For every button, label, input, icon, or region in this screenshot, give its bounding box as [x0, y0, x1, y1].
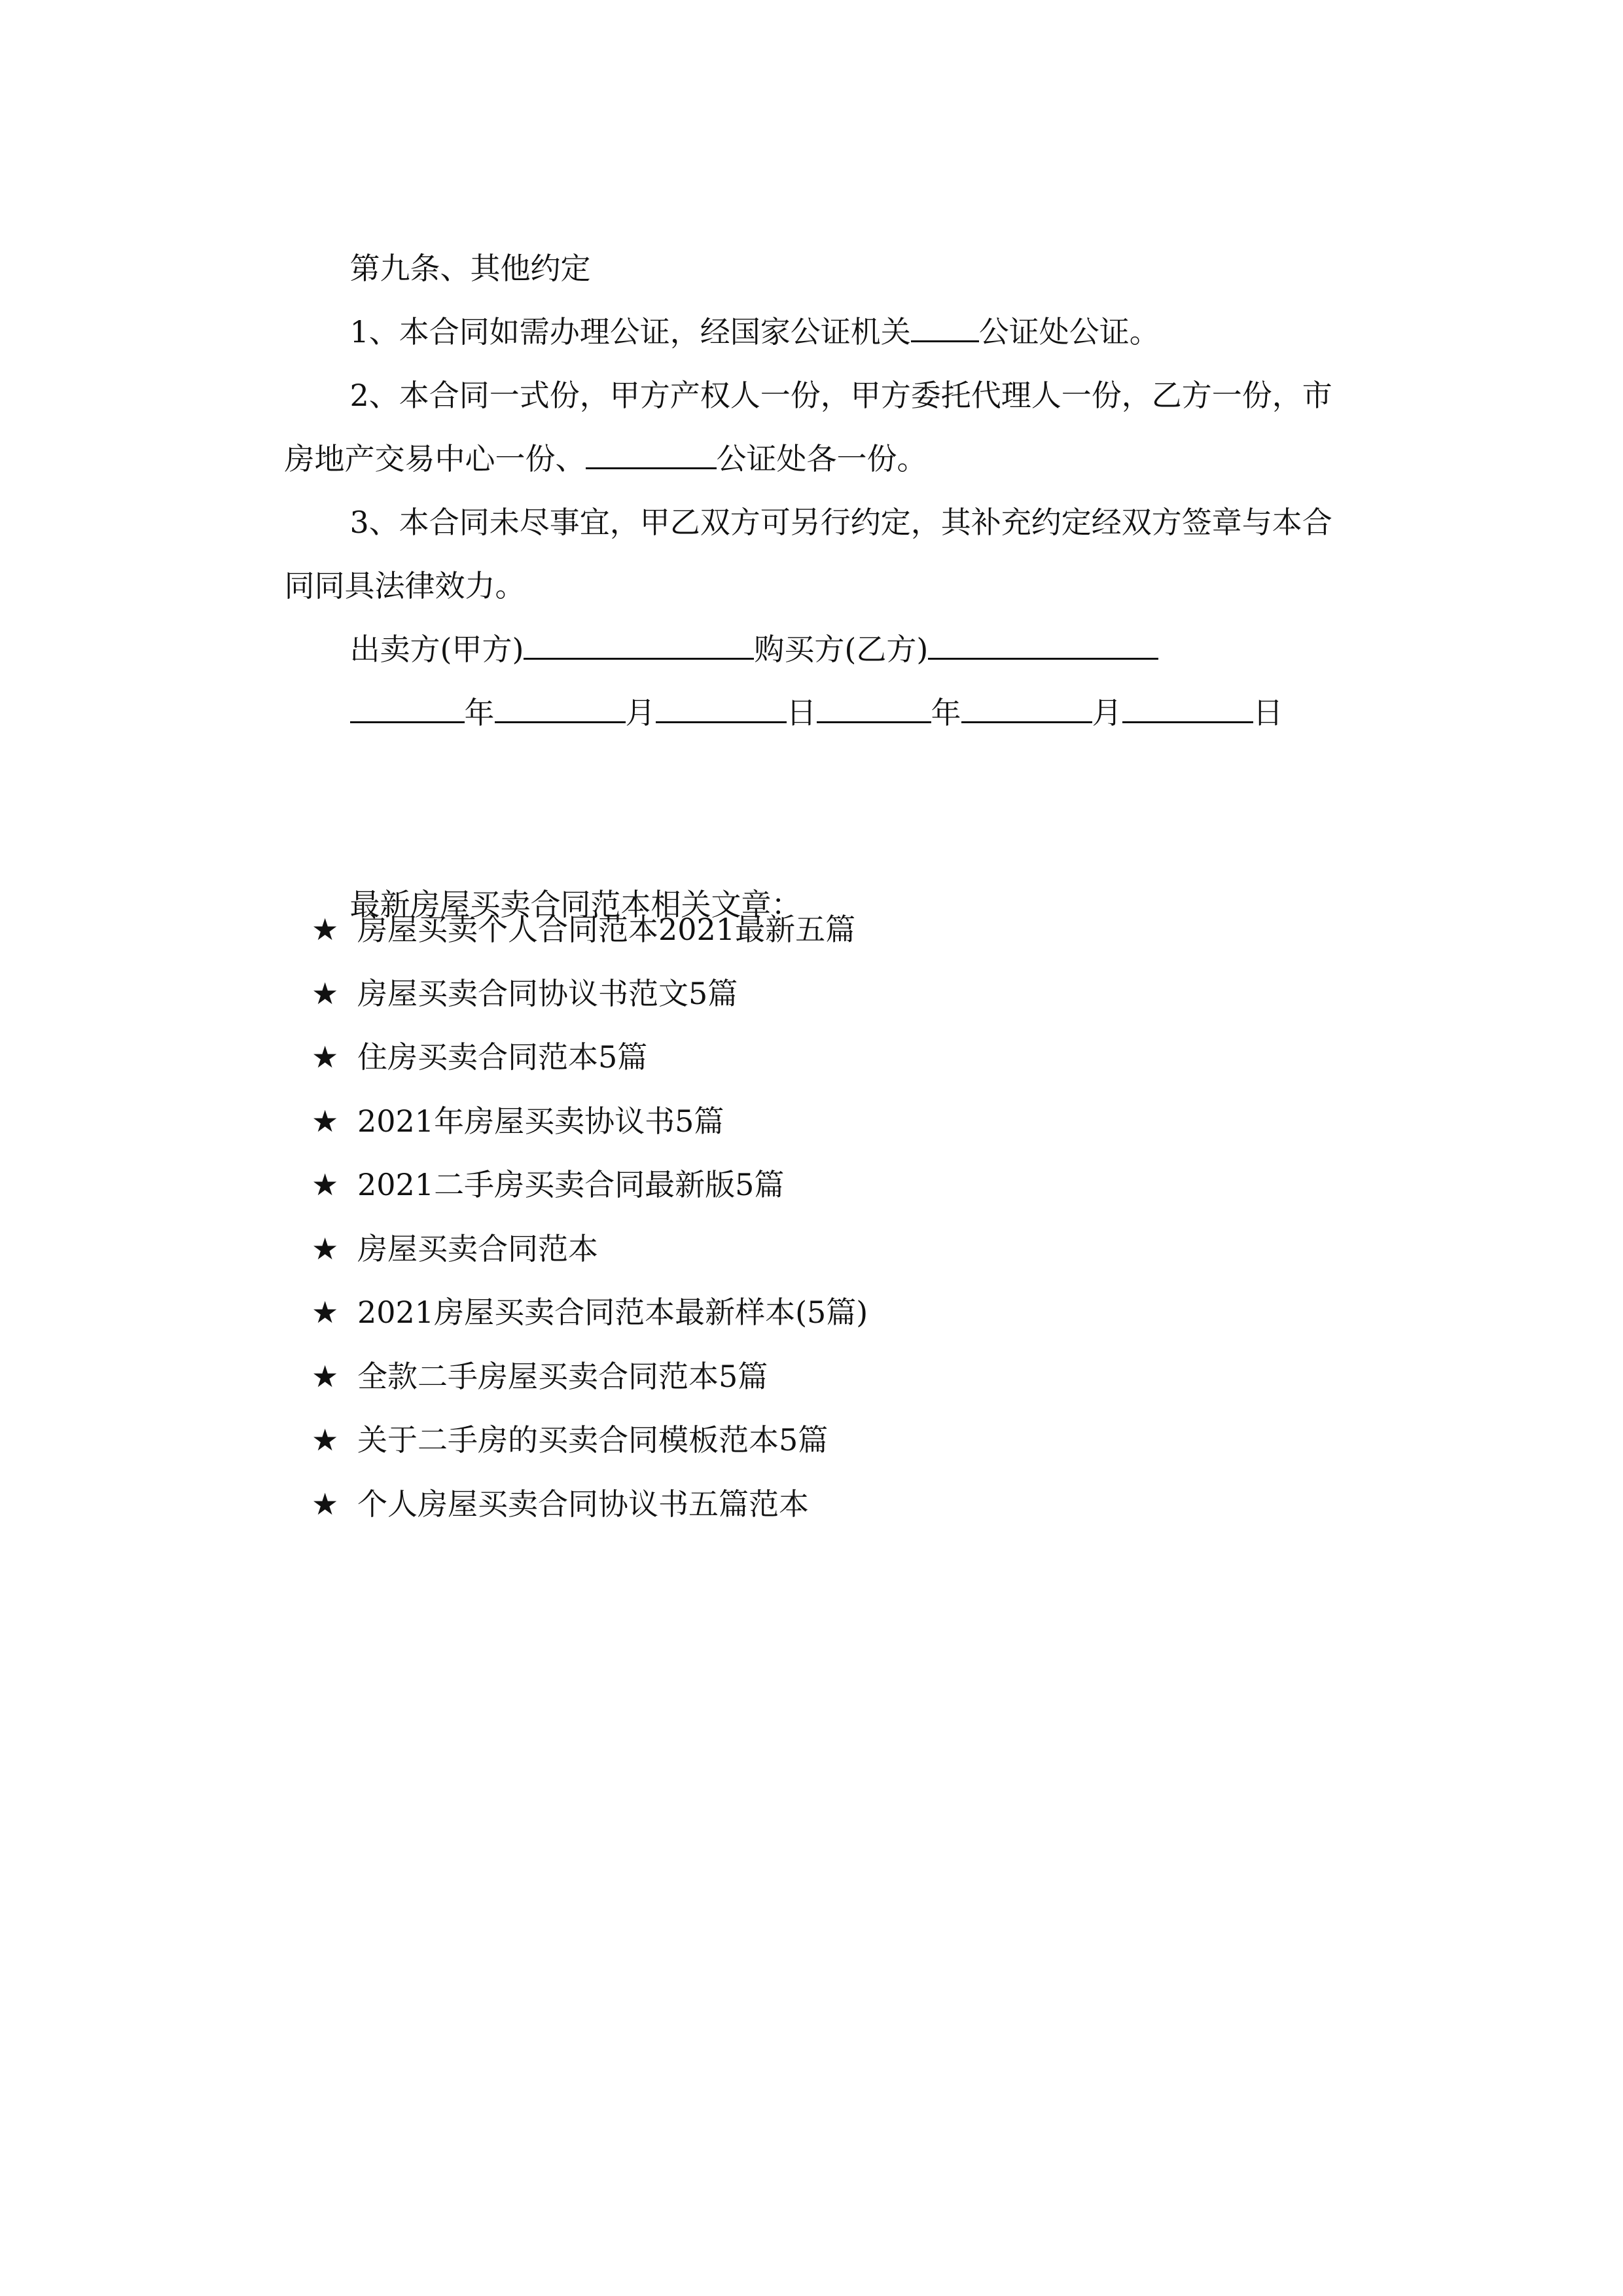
- related-article-title[interactable]: 住房买卖合同范本5篇: [357, 1039, 648, 1075]
- related-article-link[interactable]: [312, 1037, 647, 1077]
- clause-1: 1、本合同如需办理公证，经国家公证机关 公证处公证。: [349, 314, 1160, 350]
- clause-2-line-1: 2、本合同一式份，甲方产权人一份，甲方委托代理人一份，乙方一份，市: [349, 378, 1332, 413]
- star-icon: ★: [312, 1359, 339, 1394]
- buyer-label: 购买方(乙方): [754, 632, 929, 667]
- star-icon: ★: [312, 1486, 339, 1522]
- related-article-title[interactable]: 房屋买卖合同范本: [357, 1231, 598, 1266]
- related-article-link[interactable]: [312, 910, 855, 949]
- star-icon: ★: [312, 1103, 339, 1139]
- related-article-title[interactable]: 全款二手房屋买卖合同范本5篇: [357, 1359, 768, 1394]
- article-title: 第九条、其他约定: [349, 251, 591, 286]
- related-article-link[interactable]: [312, 1229, 598, 1268]
- related-article-link[interactable]: [312, 1357, 768, 1396]
- related-article-link[interactable]: [312, 1484, 809, 1524]
- related-article-link[interactable]: [312, 1293, 868, 1332]
- star-icon: ★: [312, 912, 339, 947]
- seller-label: 出卖方(甲方): [349, 632, 524, 667]
- clause-3-line-1: 3、本合同未尽事宜，甲乙双方可另行约定，其补充约定经双方签章与本合: [349, 505, 1332, 540]
- clause-2-line-2: 房地产交易中心一份、 公证处各一份。: [284, 441, 927, 476]
- related-article-link[interactable]: [312, 1165, 784, 1204]
- related-article-title[interactable]: 房屋买卖个人合同范本2021最新五篇: [357, 912, 856, 947]
- related-heading: 最新房屋买卖合同范本相关文章：: [349, 887, 802, 922]
- star-icon: ★: [312, 976, 339, 1011]
- related-article-title[interactable]: 2021二手房买卖合同最新版5篇: [357, 1167, 785, 1202]
- star-icon: ★: [312, 1231, 339, 1266]
- related-article-title[interactable]: 房屋买卖合同协议书范文5篇: [357, 976, 738, 1011]
- related-article-link[interactable]: [312, 1420, 828, 1460]
- related-article-link[interactable]: [312, 1102, 724, 1141]
- star-icon: ★: [312, 1422, 339, 1458]
- related-article-title[interactable]: 2021房屋买卖合同范本最新样本(5篇): [357, 1295, 868, 1330]
- related-article-title[interactable]: 2021年房屋买卖协议书5篇: [357, 1103, 724, 1139]
- star-icon: ★: [312, 1039, 339, 1075]
- clause-3-line-2: 同同具法律效力。: [284, 568, 526, 603]
- star-icon: ★: [312, 1167, 339, 1202]
- related-article-title[interactable]: 个人房屋买卖合同协议书五篇范本: [357, 1486, 809, 1522]
- star-icon: ★: [312, 1295, 339, 1330]
- date-line: 年 月 日 年 月 日: [312, 654, 1283, 772]
- related-article-title[interactable]: 关于二手房的买卖合同模板范本5篇: [357, 1422, 829, 1458]
- related-article-link[interactable]: [312, 974, 738, 1013]
